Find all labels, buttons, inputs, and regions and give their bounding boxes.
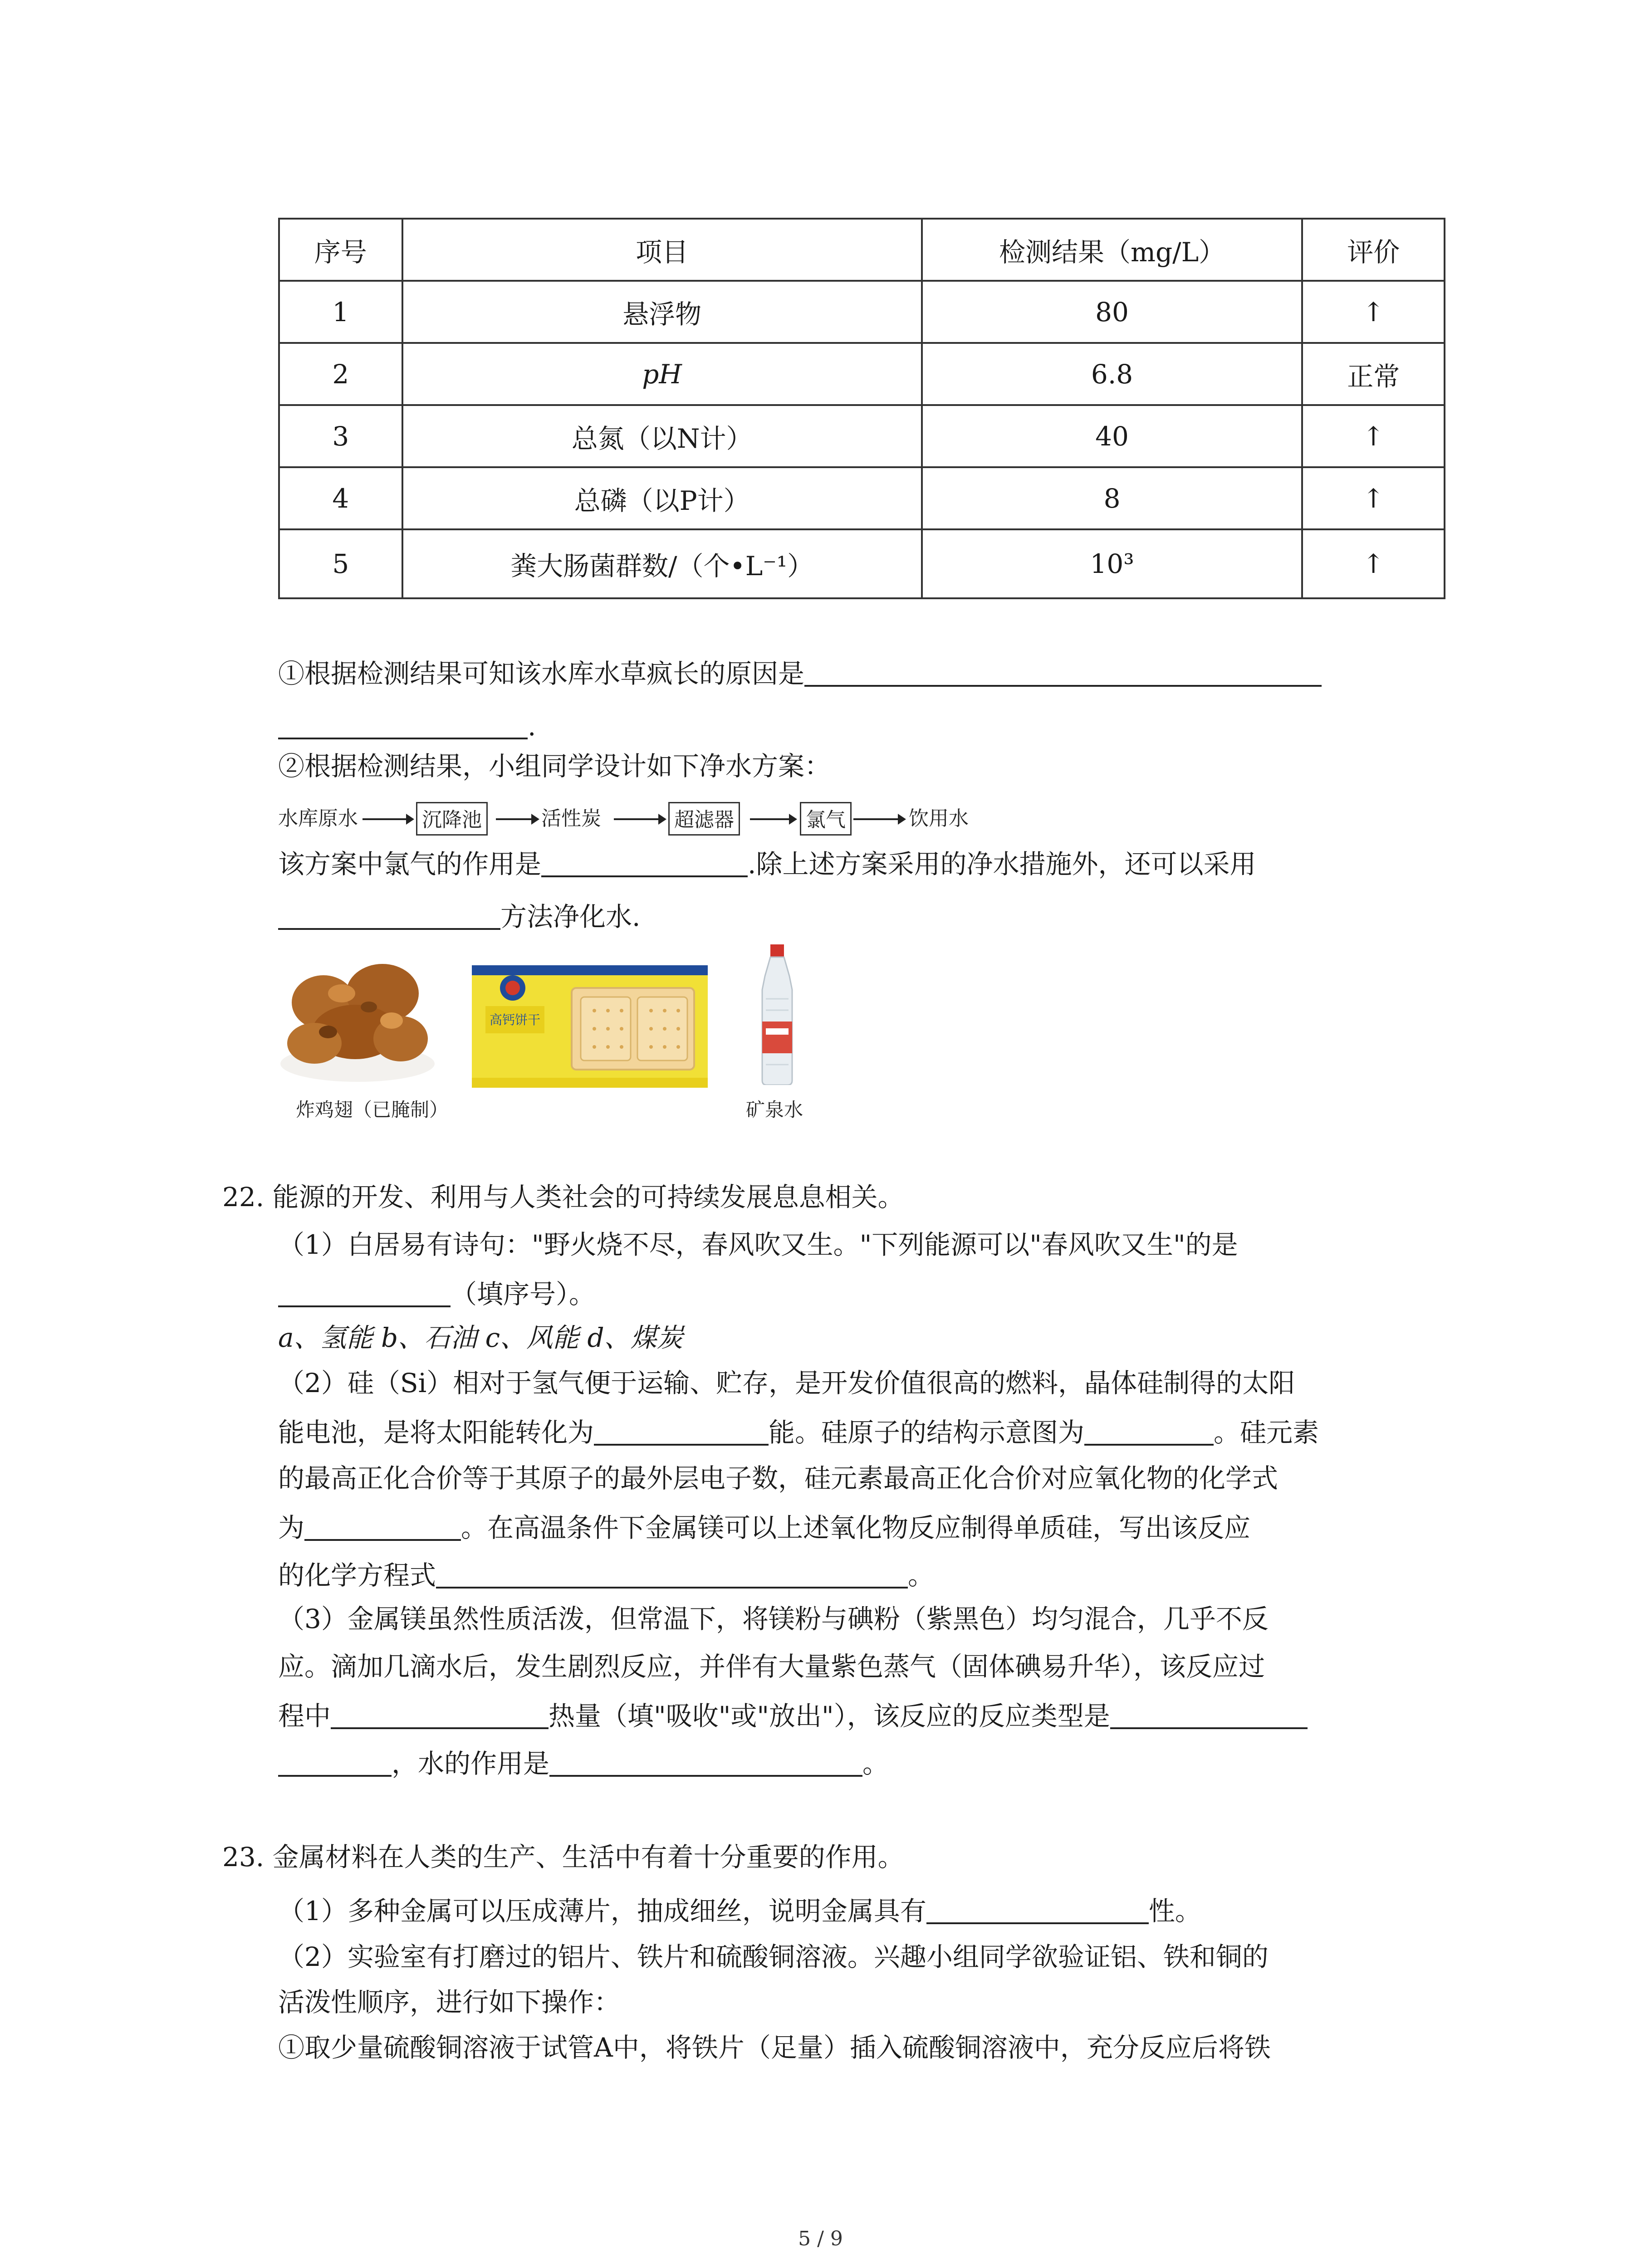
question-22-part2-line2 <box>278 1418 1319 1446</box>
row-number: 1 <box>279 281 402 343</box>
answer-blank[interactable] <box>1110 1701 1308 1729</box>
row-result: 6.8 <box>922 343 1303 405</box>
flow-step-sedimentation: 沉降池 <box>416 802 488 836</box>
mineral-water-bottle-image <box>757 944 798 1085</box>
detection-result-table <box>278 218 1445 599</box>
question-text: 能。硅原子的结构示意图为 <box>769 1417 1085 1448</box>
flow-arrow <box>750 818 795 820</box>
question-22-part3-line4 <box>278 1749 889 1777</box>
question-22-part2-line5 <box>278 1560 934 1589</box>
question-text: 该方案中氯气的作用是 <box>278 849 542 880</box>
answer-blank[interactable] <box>304 1513 461 1541</box>
question-22-part2: （2）硅（Si）相对于氢气便于运输、贮存，是开发价值很高的燃料，晶体硅制得的太阳 <box>278 1368 1295 1398</box>
question-text: 能电池，是将太阳能转化为 <box>278 1417 594 1448</box>
row-result: 10³ <box>922 529 1303 598</box>
question-22-part1-blank-line <box>278 1279 596 1310</box>
answer-blank[interactable] <box>278 902 500 930</box>
question-sub2: ②根据检测结果，小组同学设计如下净水方案： <box>278 751 831 782</box>
answer-blank[interactable] <box>549 1749 862 1777</box>
question-text: （填序号）。 <box>451 1279 596 1310</box>
table-row <box>279 529 1445 598</box>
row-result: 80 <box>922 281 1303 343</box>
question-22-part3: （3）金属镁虽然性质活泼，但常温下，将镁粉与碘粉（紫黑色）均匀混合，几乎不反 <box>278 1603 1269 1634</box>
flow-step-carbon: 活性炭 <box>541 807 601 830</box>
header-cell: 项目 <box>402 219 922 281</box>
question-22-part1: （1）白居易有诗句："野火烧不尽，春风吹又生。"下列能源可以"春风吹又生"的是 <box>278 1229 1238 1260</box>
question-text: 的化学方程式 <box>278 1560 436 1591</box>
question-text: （1）多种金属可以压成薄片，抽成细丝，说明金属具有 <box>278 1896 926 1926</box>
flow-step-raw-water: 水库原水 <box>278 807 358 830</box>
row-number: 3 <box>279 405 402 467</box>
question-23-part2-line2: 活泼性顺序，进行如下操作： <box>278 1987 621 2018</box>
question-23-part2: （2）实验室有打磨过的铝片、铁片和硫酸铜溶液。兴趣小组同学欲验证铝、铁和铜的 <box>278 1941 1269 1972</box>
header-cell: 序号 <box>279 219 402 281</box>
row-item: 悬浮物 <box>402 281 922 343</box>
question-text: .除上述方案采用的净水措施外，还可以采用 <box>748 849 1256 880</box>
table-header-row <box>279 219 1445 281</box>
question-22-part2-line4 <box>278 1513 1250 1541</box>
question-text: ①根据检测结果可知该水库水草疯长的原因是 <box>278 658 805 689</box>
flow-arrow <box>614 818 665 820</box>
question-23-part2-line3: ①取少量硫酸铜溶液于试管A中，将铁片（足量）插入硫酸铜溶液中，充分反应后将铁 <box>278 2032 1271 2063</box>
row-evaluation: 正常 <box>1302 343 1445 405</box>
answer-blank[interactable] <box>278 711 528 739</box>
question-text: 程中 <box>278 1701 331 1731</box>
answer-blank[interactable] <box>331 1701 549 1729</box>
flow-step-drinking-water: 饮用水 <box>909 807 969 830</box>
question-text: 性。 <box>1148 1896 1201 1926</box>
row-number: 2 <box>279 343 402 405</box>
punctuation: . <box>528 711 536 742</box>
question-text: 方法净化水. <box>500 901 641 932</box>
header-cell: 检测结果（mg/L） <box>922 219 1303 281</box>
question-text: 为 <box>278 1512 305 1543</box>
answer-blank[interactable] <box>278 1279 451 1307</box>
row-item: 总磷（以P计） <box>402 467 922 529</box>
image-caption: 矿泉水 <box>746 1099 803 1121</box>
question-text: 。 <box>908 1560 935 1591</box>
question-22-options: a、氢能 b、石油 c、风能 d、煤炭 <box>278 1322 683 1353</box>
answer-blank[interactable] <box>1084 1418 1214 1446</box>
row-number: 4 <box>279 467 402 529</box>
answer-blank[interactable] <box>594 1418 769 1446</box>
table-row <box>279 467 1445 529</box>
row-evaluation: ↑ <box>1302 529 1445 598</box>
question-22-title: 22. 能源的开发、利用与人类社会的可持续发展息息相关。 <box>222 1182 904 1212</box>
row-result: 8 <box>922 467 1303 529</box>
answer-blank[interactable] <box>804 659 1322 687</box>
question-text: 。 <box>862 1748 889 1779</box>
answer-blank[interactable] <box>926 1896 1149 1924</box>
row-number: 5 <box>279 529 402 598</box>
image-caption: 炸鸡翅（已腌制） <box>296 1099 449 1121</box>
question-text: 热量（填"吸收"或"放出"），该反应的反应类型是 <box>549 1701 1110 1731</box>
flow-arrow <box>362 818 412 820</box>
answer-blank[interactable] <box>541 849 748 877</box>
table-row <box>279 343 1445 405</box>
row-item: 粪大肠菌群数/（个•L⁻¹） <box>402 529 922 598</box>
flow-arrow <box>496 818 538 820</box>
question-text: 。在高温条件下金属镁可以上述氧化物反应制得单质硅，写出该反应 <box>461 1512 1251 1543</box>
question-sub1 <box>278 659 1322 687</box>
question-chlorine-cont <box>278 902 640 930</box>
biscuit-brand-text: 高钙饼干 <box>489 1012 541 1027</box>
question-23-part1 <box>278 1896 1201 1924</box>
header-cell: 评价 <box>1302 219 1445 281</box>
biscuit-box-image <box>472 961 708 1092</box>
row-evaluation: ↑ <box>1302 405 1445 467</box>
answer-blank[interactable] <box>278 1749 392 1777</box>
question-text: ，水的作用是 <box>392 1748 550 1779</box>
question-22-part3-line3 <box>278 1701 1308 1729</box>
row-evaluation: ↑ <box>1302 281 1445 343</box>
question-22-part2-line3: 的最高正化合价等于其原子的最外层电子数，硅元素最高正化合价对应氧化物的化学式 <box>278 1463 1279 1494</box>
question-23-title: 23. 金属材料在人类的生产、生活中有着十分重要的作用。 <box>222 1842 904 1872</box>
question-22-part3-line2: 应。滴加几滴水后，发生剧烈反应，并伴有大量紫色蒸气（固体碘易升华），该反应过 <box>278 1651 1265 1682</box>
question-text: 。硅元素 <box>1214 1417 1319 1448</box>
row-item: pH <box>402 343 922 405</box>
fried-chicken-wings-image <box>278 953 437 1084</box>
question-sub1-cont <box>278 711 536 742</box>
question-chlorine <box>278 849 1256 880</box>
row-item: 总氮（以N计） <box>402 405 922 467</box>
flow-step-chlorine: 氯气 <box>800 802 852 836</box>
table-row <box>279 281 1445 343</box>
row-evaluation: ↑ <box>1302 467 1445 529</box>
flow-step-ultrafilter: 超滤器 <box>668 802 740 836</box>
flow-arrow <box>853 818 904 820</box>
answer-blank[interactable] <box>436 1560 908 1589</box>
page-number: 5 / 9 <box>798 2227 843 2250</box>
table-row <box>279 405 1445 467</box>
row-result: 40 <box>922 405 1303 467</box>
